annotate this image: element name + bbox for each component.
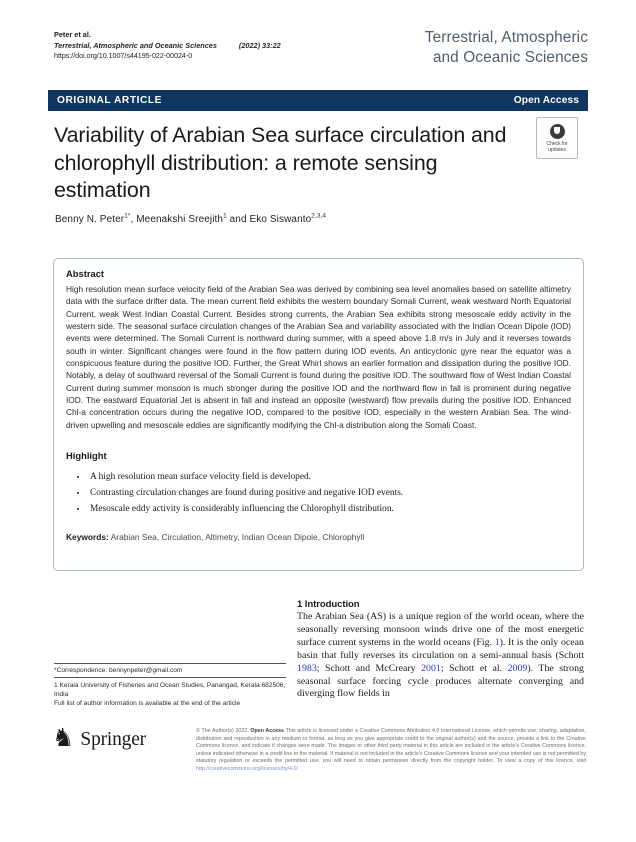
footer-divider-top (54, 663, 286, 664)
running-head-volume: (2022) 33:22 (238, 40, 281, 50)
intro-text-c: ; Schott and McCreary (316, 662, 422, 674)
list-item: • Contrasting circulation changes are found during positive and negative IOD events. (88, 486, 571, 500)
author-list: Benny N. Peter$^{1*}$, Meenakshi Sreejith$^1$ and Eko Siswanto$^{2,3,4}$ (55, 212, 327, 225)
running-head-doi[interactable]: https://doi.org/10.1007/s44195-022-00024-0 (54, 51, 193, 61)
crossmark-line-1: Check for (546, 140, 568, 147)
full-author-info-note: Full list of author information is available at the end of the article (54, 700, 241, 707)
list-item: • A high resolution mean surface velocity field is developed. (88, 470, 571, 484)
abstract-heading: Abstract (66, 268, 105, 279)
correspondence-label: *Correspondence: (54, 667, 108, 674)
keywords-value: Arabian Sea, Circulation, Altimetry, Indian Ocean Dipole, Chlorophyll (110, 531, 365, 542)
springer-logo (52, 724, 146, 752)
abstract-body: High resolution mean surface velocity field of the Arabian Sea was derived by combining sea level anomalies based on satellite altimetry data with the surface drifter data. The mean current field exhibits the western boundary Somali Current, weak westward North Equatorial Current, weak West Indian Coastal Current. Besides strong currents, the Arabian Sea exhibits strong mesoscale eddy activity in the western side. The seasonal surface circulation changes of the Arabian Sea and variability associated with the Indian Ocean Dipole (IOD) events were determined. The Somali Current is northward during summer, with a speed above 1.8 m/s in July and it reverses towards south in winter. Significant changes were found in the flow pattern during IOD events. An anticyclonic gyre near the equator was a conspicuous feature during the positive IOD. Further, the Great Whirl shows an earlier formation and dissipation during the positive IOD. Notably, a delay of southward reversal of the Somali Current is found during the positive IOD. The southward flow of West Indian Coastal Current during summer monsoon is much stronger during the positive IOD and the northward flow in fall is prominent during negative IOD. The eastward Equatorial Jet is absent in fall and instead an opposite (westward) flow prevails during the positive IOD. Enhanced Chl-a concentration occurs during the negative IOD, compared to the positive IOD, especially in the western Arabian Sea. The wind-driven upwelling and mesoscale eddies are significantly modifying the Chl-a distribution along the Somali Coast. (66, 284, 571, 430)
journal-masthead (338, 28, 588, 68)
knight-icon: ♞ (52, 724, 75, 752)
introduction-paragraph (297, 611, 584, 701)
open-access-label: Open Access (513, 95, 579, 106)
intro-text-d: ; Schott et al. (440, 662, 508, 674)
article-type-banner (48, 90, 588, 111)
keywords-label: Keywords: (66, 531, 109, 542)
citation-schott-1983[interactable]: 1983 (297, 662, 317, 674)
footer-divider-bottom (54, 677, 286, 678)
running-head-authors: Peter et al. (54, 30, 91, 39)
author-3[interactable]: Eko Siswanto$^{2,3,4}$ (249, 212, 327, 225)
list-item: • Mesoscale eddy activity is considerably influencing the Chlorophyll distribution. (88, 502, 571, 516)
correspondence-email[interactable]: bennynpeter@gmail.com (109, 667, 183, 674)
intro-text-e: ). The strong seasonal surface forcing cycle produces alternate converging and diverging flow fields in (297, 662, 584, 700)
running-head (54, 30, 334, 62)
author-1[interactable]: Benny N. Peter$^{1*}$ (55, 212, 131, 225)
citation-schott-mccreary-2001[interactable]: 2001 (421, 662, 441, 674)
affiliation: 1 Kerala University of Fisheries and Ocean Studies, Panangad, Kerala 682506, India (54, 682, 286, 699)
correspondence (54, 666, 286, 675)
copyright-notice: © The Author(s) 2022. (196, 728, 249, 734)
page-title: Variability of Arabian Sea surface circulation and chlorophyll distribution: a remote sensing estimation (54, 123, 507, 202)
masthead-line-1: Terrestrial, Atmospheric (424, 29, 588, 46)
introduction-heading: 1 Introduction (297, 599, 360, 610)
keywords-row (66, 532, 571, 542)
figure-1-link[interactable]: 1 (494, 636, 500, 648)
highlight-list (66, 470, 571, 516)
intro-text-b: ). It is the only ocean basin that fully reverses its circulation on a semi-annual basis (Schott (297, 636, 584, 661)
license-body: This article is licensed under a Creative Commons Attribution 4.0 International License, which permits use, sharing, adaptation, distribution and reproduction in any medium or format, as long as you give appropriate credit to the original author(s) and the source, provide a link to the Creative Commons licence, and indicate if changes were made. The images or other third party material in this article are included in the article's Creative Commons licence, unless indicated otherwise in a credit line to the material. If material is not included in the article's Creative Commons licence and your intended use is not permitted by statutory regulation or exceeds the permitted use, you will need to obtain permission directly from the copyright holder. To view a copy of this licence, visit (196, 728, 586, 765)
masthead-line-2: and Oceanic Sciences (432, 49, 588, 66)
citation-schott-et-al-2009[interactable]: 2009 (507, 662, 528, 674)
author-2[interactable]: Meenakshi Sreejith$^1$ (136, 212, 227, 225)
publisher-name: Springer (80, 728, 146, 750)
crossmark-line-2: updates (548, 146, 566, 153)
running-head-journal: Terrestrial, Atmospheric and Oceanic Sciences (54, 40, 217, 50)
license-url-link[interactable]: http://creativecommons.org/licenses/by/4.0/. (196, 765, 300, 772)
article-type-label: ORIGINAL ARTICLE (57, 95, 163, 106)
intro-text-a: The Arabian Sea (AS) is a unique region of the world ocean, where the seasonally reversing monsoon winds drive one of the most energetic surface current systems in the world oceans (Fig. (297, 611, 584, 648)
highlight-heading: Highlight (66, 450, 107, 462)
abstract-box (53, 258, 584, 571)
introduction-section (297, 599, 584, 701)
open-access-inline-label: Open Access (250, 728, 284, 734)
crossmark-icon (550, 124, 565, 139)
license-text (196, 728, 586, 773)
check-for-updates-badge[interactable] (536, 117, 578, 159)
